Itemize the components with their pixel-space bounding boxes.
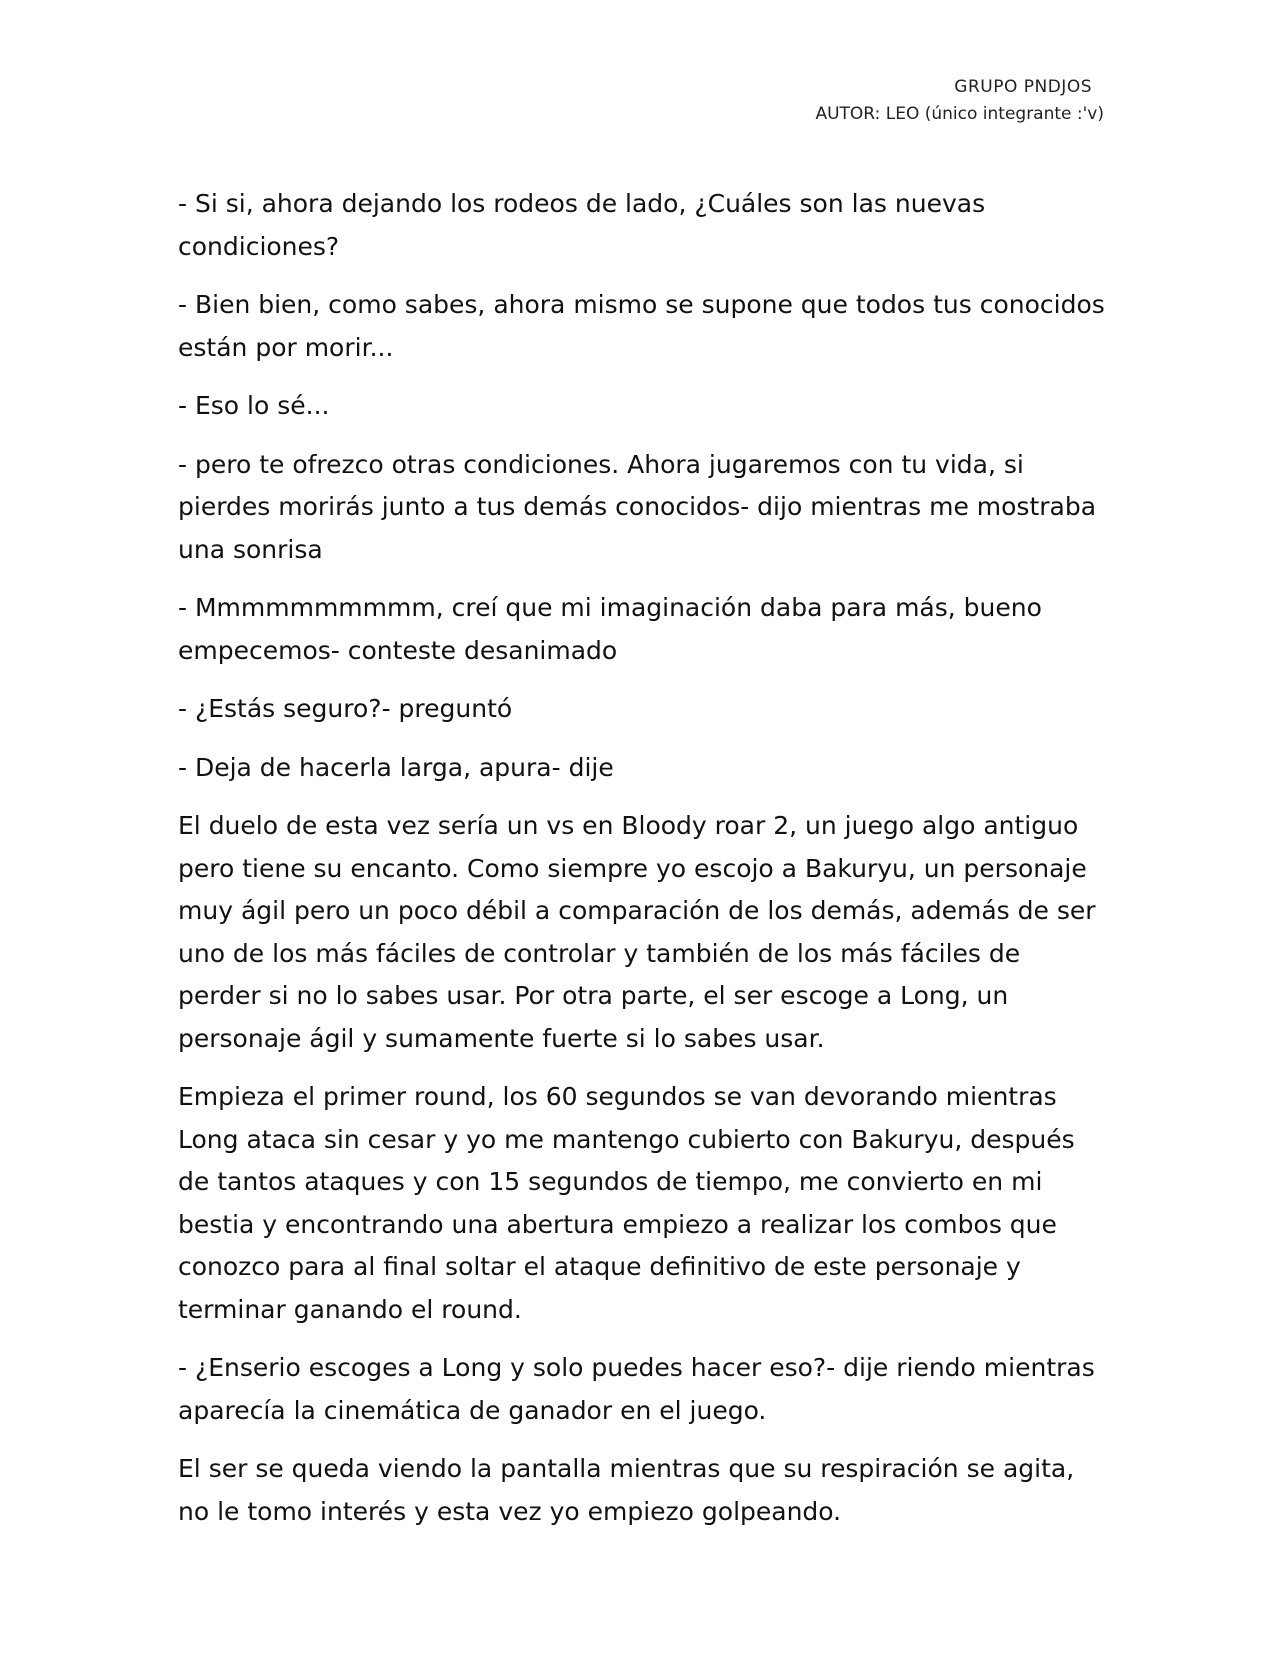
paragraph: - Eso lo sé...: [178, 391, 330, 420]
author-line: AUTOR: LEO (único integrante :'v): [815, 104, 1104, 124]
paragraph: El duelo de esta vez sería un vs en Bloody roar 2, un juego algo antiguo pero tiene su encanto. Como siempre yo escojo a Bakuryu, un personaje muy ágil pero un poco débil a comparación de los demás, además de ser uno de los más fáciles de controlar y también de los más fáciles de perder si no lo sabes usar. Por otra parte, el ser escoge a Long, un personaje ágil y sumamente fuerte si lo sabes usar.: [178, 811, 1096, 1053]
page-header: [815, 74, 1104, 128]
group-name: GRUPO PNDJOS: [954, 77, 1092, 97]
body-text: [178, 183, 1108, 1549]
paragraph: - Deja de hacerla larga, apura- dije: [178, 752, 614, 782]
paragraph: - Mmmmmmmmmm, creí que mi imaginación daba para más, bueno empecemos- conteste desanimado: [178, 593, 1042, 665]
paragraph: - ¿Enserio escoges a Long y solo puedes hacer eso?- dije riendo mientras aparecía la cinemática de ganador en el juego.: [178, 1353, 1095, 1425]
paragraph: - ¿Estás seguro?- preguntó: [178, 694, 513, 723]
paragraph: Empieza el primer round, los 60 segundos se van devorando mientras Long ataca sin cesar y yo me mantengo cubierto con Bakuryu, después de tantos ataques y con 15 segundos de tiempo, me convierto en mi bestia y encontrando una abertura empiezo a realizar los combos que conozco para al final soltar el ataque definitivo de este personaje y terminar ganando el round.: [178, 1082, 1075, 1324]
paragraph: - Bien bien, como sabes, ahora mismo se supone que todos tus conocidos están por morir...: [178, 290, 1105, 362]
paragraph: El ser se queda viendo la pantalla mientras que su respiración se agita, no le tomo interés y esta vez yo empiezo golpeando.: [178, 1454, 1075, 1526]
paragraph: - Si si, ahora dejando los rodeos de lado, ¿Cuáles son las nuevas condiciones?: [178, 189, 986, 261]
paragraph: - pero te ofrezco otras condiciones. Ahora jugaremos con tu vida, si pierdes morirás junto a tus demás conocidos- dijo mientras me mostraba una sonrisa: [178, 449, 1097, 564]
